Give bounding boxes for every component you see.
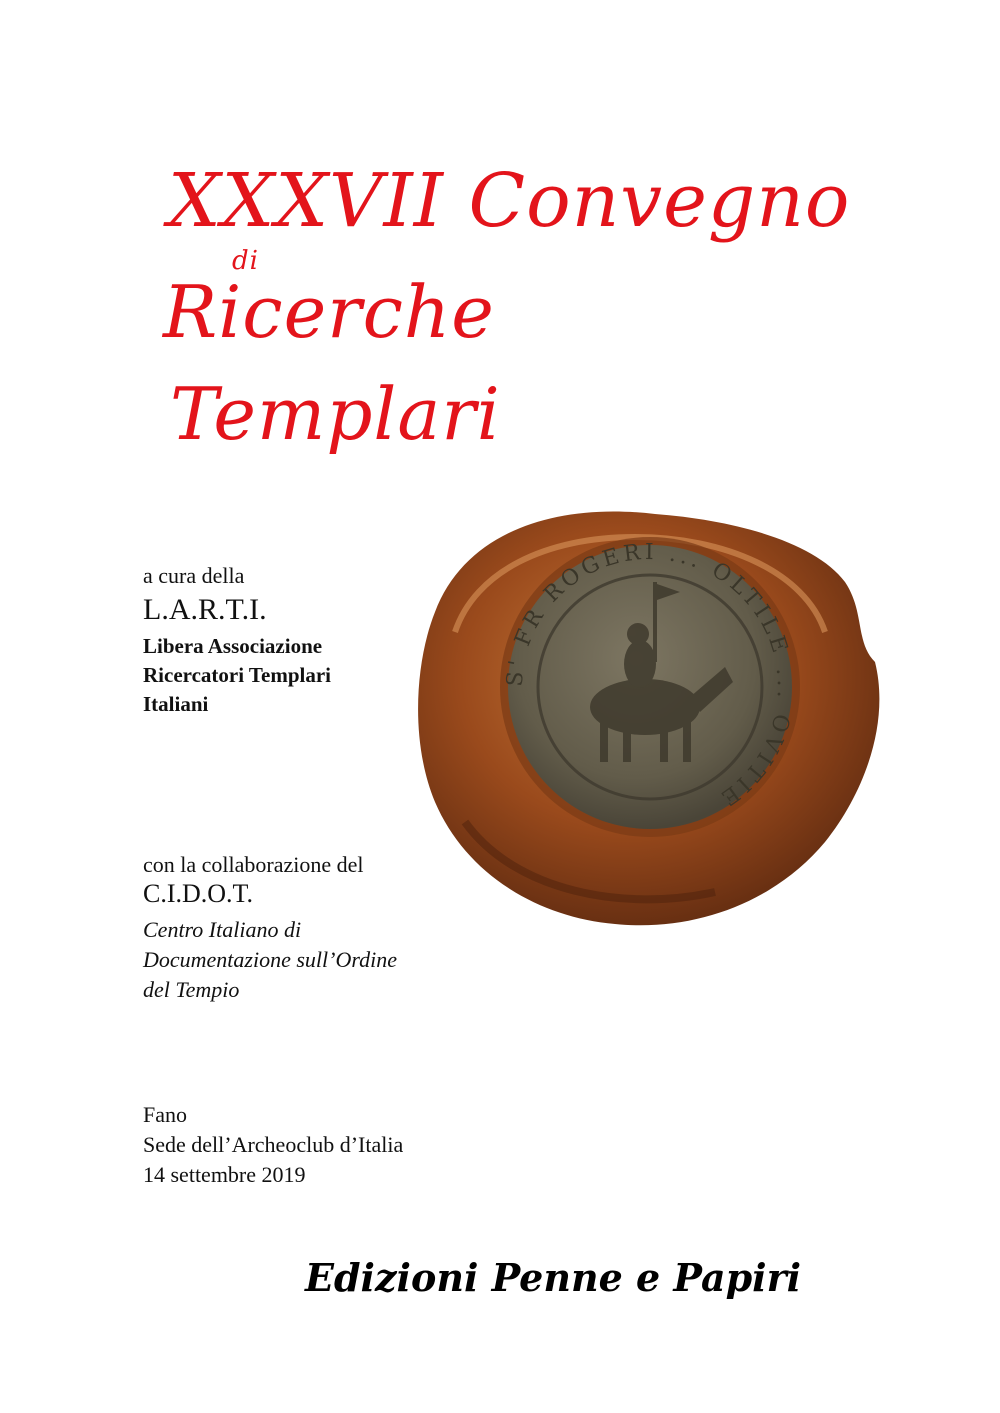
publisher-name: Edizioni Penne e Papiri bbox=[305, 1255, 802, 1300]
event-venue: Sede dell’Archeoclub d’Italia bbox=[143, 1132, 404, 1157]
editor-acronym: L.A.R.T.I. bbox=[143, 593, 267, 626]
title-line-3: Templari bbox=[170, 372, 501, 456]
editor-name-line: Ricercatori Templari bbox=[143, 663, 331, 687]
event-details bbox=[143, 1100, 403, 1190]
collaboration-full-name bbox=[143, 915, 397, 1005]
event-city: Fano bbox=[143, 1102, 187, 1127]
collaboration-acronym: C.I.D.O.T. bbox=[143, 879, 254, 908]
title-line-2: Ricerche bbox=[163, 270, 495, 354]
collaboration-name-line: del Tempio bbox=[143, 977, 240, 1002]
collaboration-name-line: Centro Italiano di bbox=[143, 917, 302, 942]
editor-full-name bbox=[143, 632, 331, 719]
title-line-1: XXXVII Convegno bbox=[168, 158, 851, 244]
editor-name-line: Libera Associazione bbox=[143, 634, 323, 658]
wax-seal-image bbox=[395, 492, 895, 937]
editor-intro: a cura della bbox=[143, 563, 245, 588]
collaboration-intro: con la collaborazione del bbox=[143, 852, 364, 877]
title-di: di bbox=[232, 246, 259, 276]
collaboration-name-line: Documentazione sull’Ordine bbox=[143, 947, 397, 972]
seal-inscription: S' FR ROGERI ... OLTILE ... OVITIE bbox=[502, 539, 798, 813]
editor-name-line: Italiani bbox=[143, 692, 209, 716]
event-date: 14 settembre 2019 bbox=[143, 1162, 306, 1187]
